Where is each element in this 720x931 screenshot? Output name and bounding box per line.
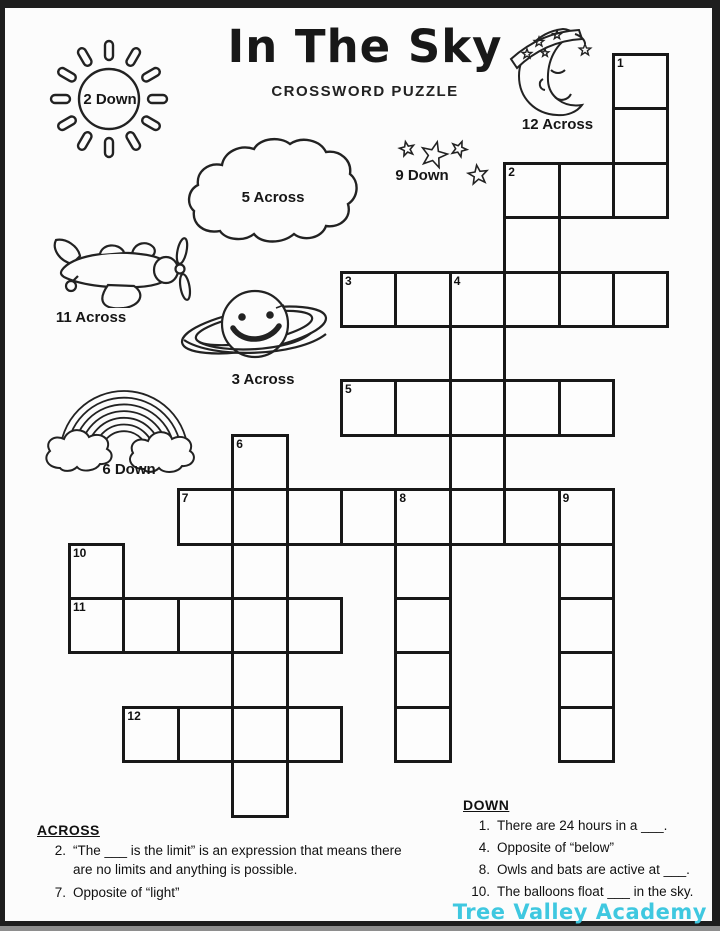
clue-across-7 <box>40 883 421 902</box>
cell-number: 7 <box>181 491 189 506</box>
grid-cell-r2c9[interactable] <box>558 162 615 219</box>
grid-cell-r8c5[interactable] <box>340 488 397 545</box>
grid-cell-r10c6[interactable] <box>394 597 451 654</box>
planet-label: 3 Across <box>231 371 295 388</box>
clue-number: 4. <box>478 840 490 855</box>
cell-number: 6 <box>236 436 243 451</box>
grid-cell-r2c8[interactable] <box>503 162 560 219</box>
grid-cell-r8c7[interactable] <box>449 488 506 545</box>
page-subtitle: CROSSWORD PUZZLE <box>271 83 459 100</box>
grid-cell-r10c4[interactable] <box>286 597 343 654</box>
clue-number: 2. <box>54 843 66 858</box>
grid-cell-r8c4[interactable] <box>286 488 343 545</box>
cell-number: 3 <box>345 273 352 288</box>
grid-cell-r8c9[interactable] <box>558 488 615 545</box>
grid-cell-r10c9[interactable] <box>558 597 615 654</box>
clue-number: 8. <box>478 862 490 877</box>
clue-number: 1. <box>478 818 490 833</box>
grid-cell-r12c1[interactable] <box>122 706 179 763</box>
grid-cell-r8c6[interactable] <box>394 488 451 545</box>
moon-icon <box>505 26 597 118</box>
grid-cell-r2c10[interactable] <box>612 162 669 219</box>
moon-label: 12 Across <box>521 116 594 133</box>
airplane-label: 11 Across <box>55 309 127 326</box>
grid-cell-r8c2[interactable] <box>177 488 234 545</box>
grid-cell-r10c1[interactable] <box>122 597 179 654</box>
grid-cell-r8c8[interactable] <box>503 488 560 545</box>
grid-cell-r9c0[interactable] <box>68 543 125 600</box>
bottom-edge-strip <box>0 926 720 931</box>
cloud-label: 5 Across <box>241 189 305 206</box>
sun-label: 2 Down <box>83 91 137 108</box>
grid-cell-r6c8[interactable] <box>503 379 560 436</box>
grid-cell-r10c2[interactable] <box>177 597 234 654</box>
grid-cell-r12c2[interactable] <box>177 706 234 763</box>
grid-cell-r1c10[interactable] <box>612 107 669 164</box>
grid-cell-r10c0[interactable] <box>68 597 125 654</box>
clue-text: Opposite of “below” <box>497 840 615 855</box>
cell-number: 2 <box>508 164 515 179</box>
down-header: DOWN <box>463 797 510 813</box>
cell-number: 5 <box>345 382 352 397</box>
cell-number: 10 <box>73 545 87 560</box>
grid-cell-r11c3[interactable] <box>231 651 288 708</box>
brand-watermark: Tree Valley Academy <box>452 900 707 924</box>
grid-cell-r12c6[interactable] <box>394 706 451 763</box>
grid-cell-r12c9[interactable] <box>558 706 615 763</box>
grid-cell-r4c10[interactable] <box>612 271 669 328</box>
clue-across-2 <box>40 841 421 879</box>
clue-text: Opposite of “light” <box>73 885 180 900</box>
grid-cell-r4c9[interactable] <box>558 271 615 328</box>
grid-cell-r12c3[interactable] <box>231 706 288 763</box>
cell-number: 9 <box>562 491 570 506</box>
rainbow-icon <box>38 361 208 473</box>
clue-text: “The ___ is the limit” is an expression that means there are no limits and anything is possible. <box>73 843 402 877</box>
across-clue-list <box>40 841 421 906</box>
cell-number: 4 <box>453 273 461 288</box>
grid-cell-r7c3[interactable] <box>231 434 288 491</box>
airplane-icon <box>44 228 196 308</box>
cell-number: 12 <box>127 708 141 723</box>
grid-cell-r3c8[interactable] <box>503 216 560 273</box>
cell-number: 11 <box>73 600 86 614</box>
clue-text: Owls and bats are active at ___. <box>497 862 690 877</box>
clue-down-4 <box>458 839 715 857</box>
stars-label: 9 Down <box>395 167 449 184</box>
grid-cell-r4c8[interactable] <box>503 271 560 328</box>
grid-cell-r8c3[interactable] <box>231 488 288 545</box>
clue-down-10 <box>458 883 715 901</box>
grid-cell-r9c6[interactable] <box>394 543 451 600</box>
clue-down-1 <box>458 817 715 835</box>
grid-cell-r6c5[interactable] <box>340 379 397 436</box>
clue-number: 10. <box>471 884 490 899</box>
grid-cell-r5c7[interactable] <box>449 325 506 382</box>
clue-down-8 <box>458 861 715 879</box>
grid-cell-r6c9[interactable] <box>558 379 615 436</box>
grid-cell-r10c3[interactable] <box>231 597 288 654</box>
across-header: ACROSS <box>37 822 100 838</box>
grid-cell-r6c6[interactable] <box>394 379 451 436</box>
clue-text: The balloons float ___ in the sky. <box>497 884 694 899</box>
grid-cell-r7c7[interactable] <box>449 434 506 491</box>
cell-number: 8 <box>399 491 407 506</box>
grid-cell-r9c3[interactable] <box>231 543 288 600</box>
grid-cell-r11c6[interactable] <box>394 651 451 708</box>
grid-cell-r11c9[interactable] <box>558 651 615 708</box>
rainbow-label: 6 Down <box>102 461 156 478</box>
grid-cell-r4c7[interactable] <box>449 271 506 328</box>
grid-cell-r9c9[interactable] <box>558 543 615 600</box>
grid-cell-r0c10[interactable] <box>612 53 669 110</box>
grid-cell-r4c6[interactable] <box>394 271 451 328</box>
clue-text: There are 24 hours in a ___. <box>497 818 668 833</box>
clue-number: 7. <box>54 885 66 900</box>
grid-cell-r12c4[interactable] <box>286 706 343 763</box>
down-clue-list <box>458 817 715 905</box>
cell-number: 1 <box>617 56 624 70</box>
grid-cell-r4c5[interactable] <box>340 271 397 328</box>
grid-cell-r6c7[interactable] <box>449 379 506 436</box>
page-title: In The Sky <box>227 20 503 73</box>
grid-cell-r13c3[interactable] <box>231 760 288 817</box>
